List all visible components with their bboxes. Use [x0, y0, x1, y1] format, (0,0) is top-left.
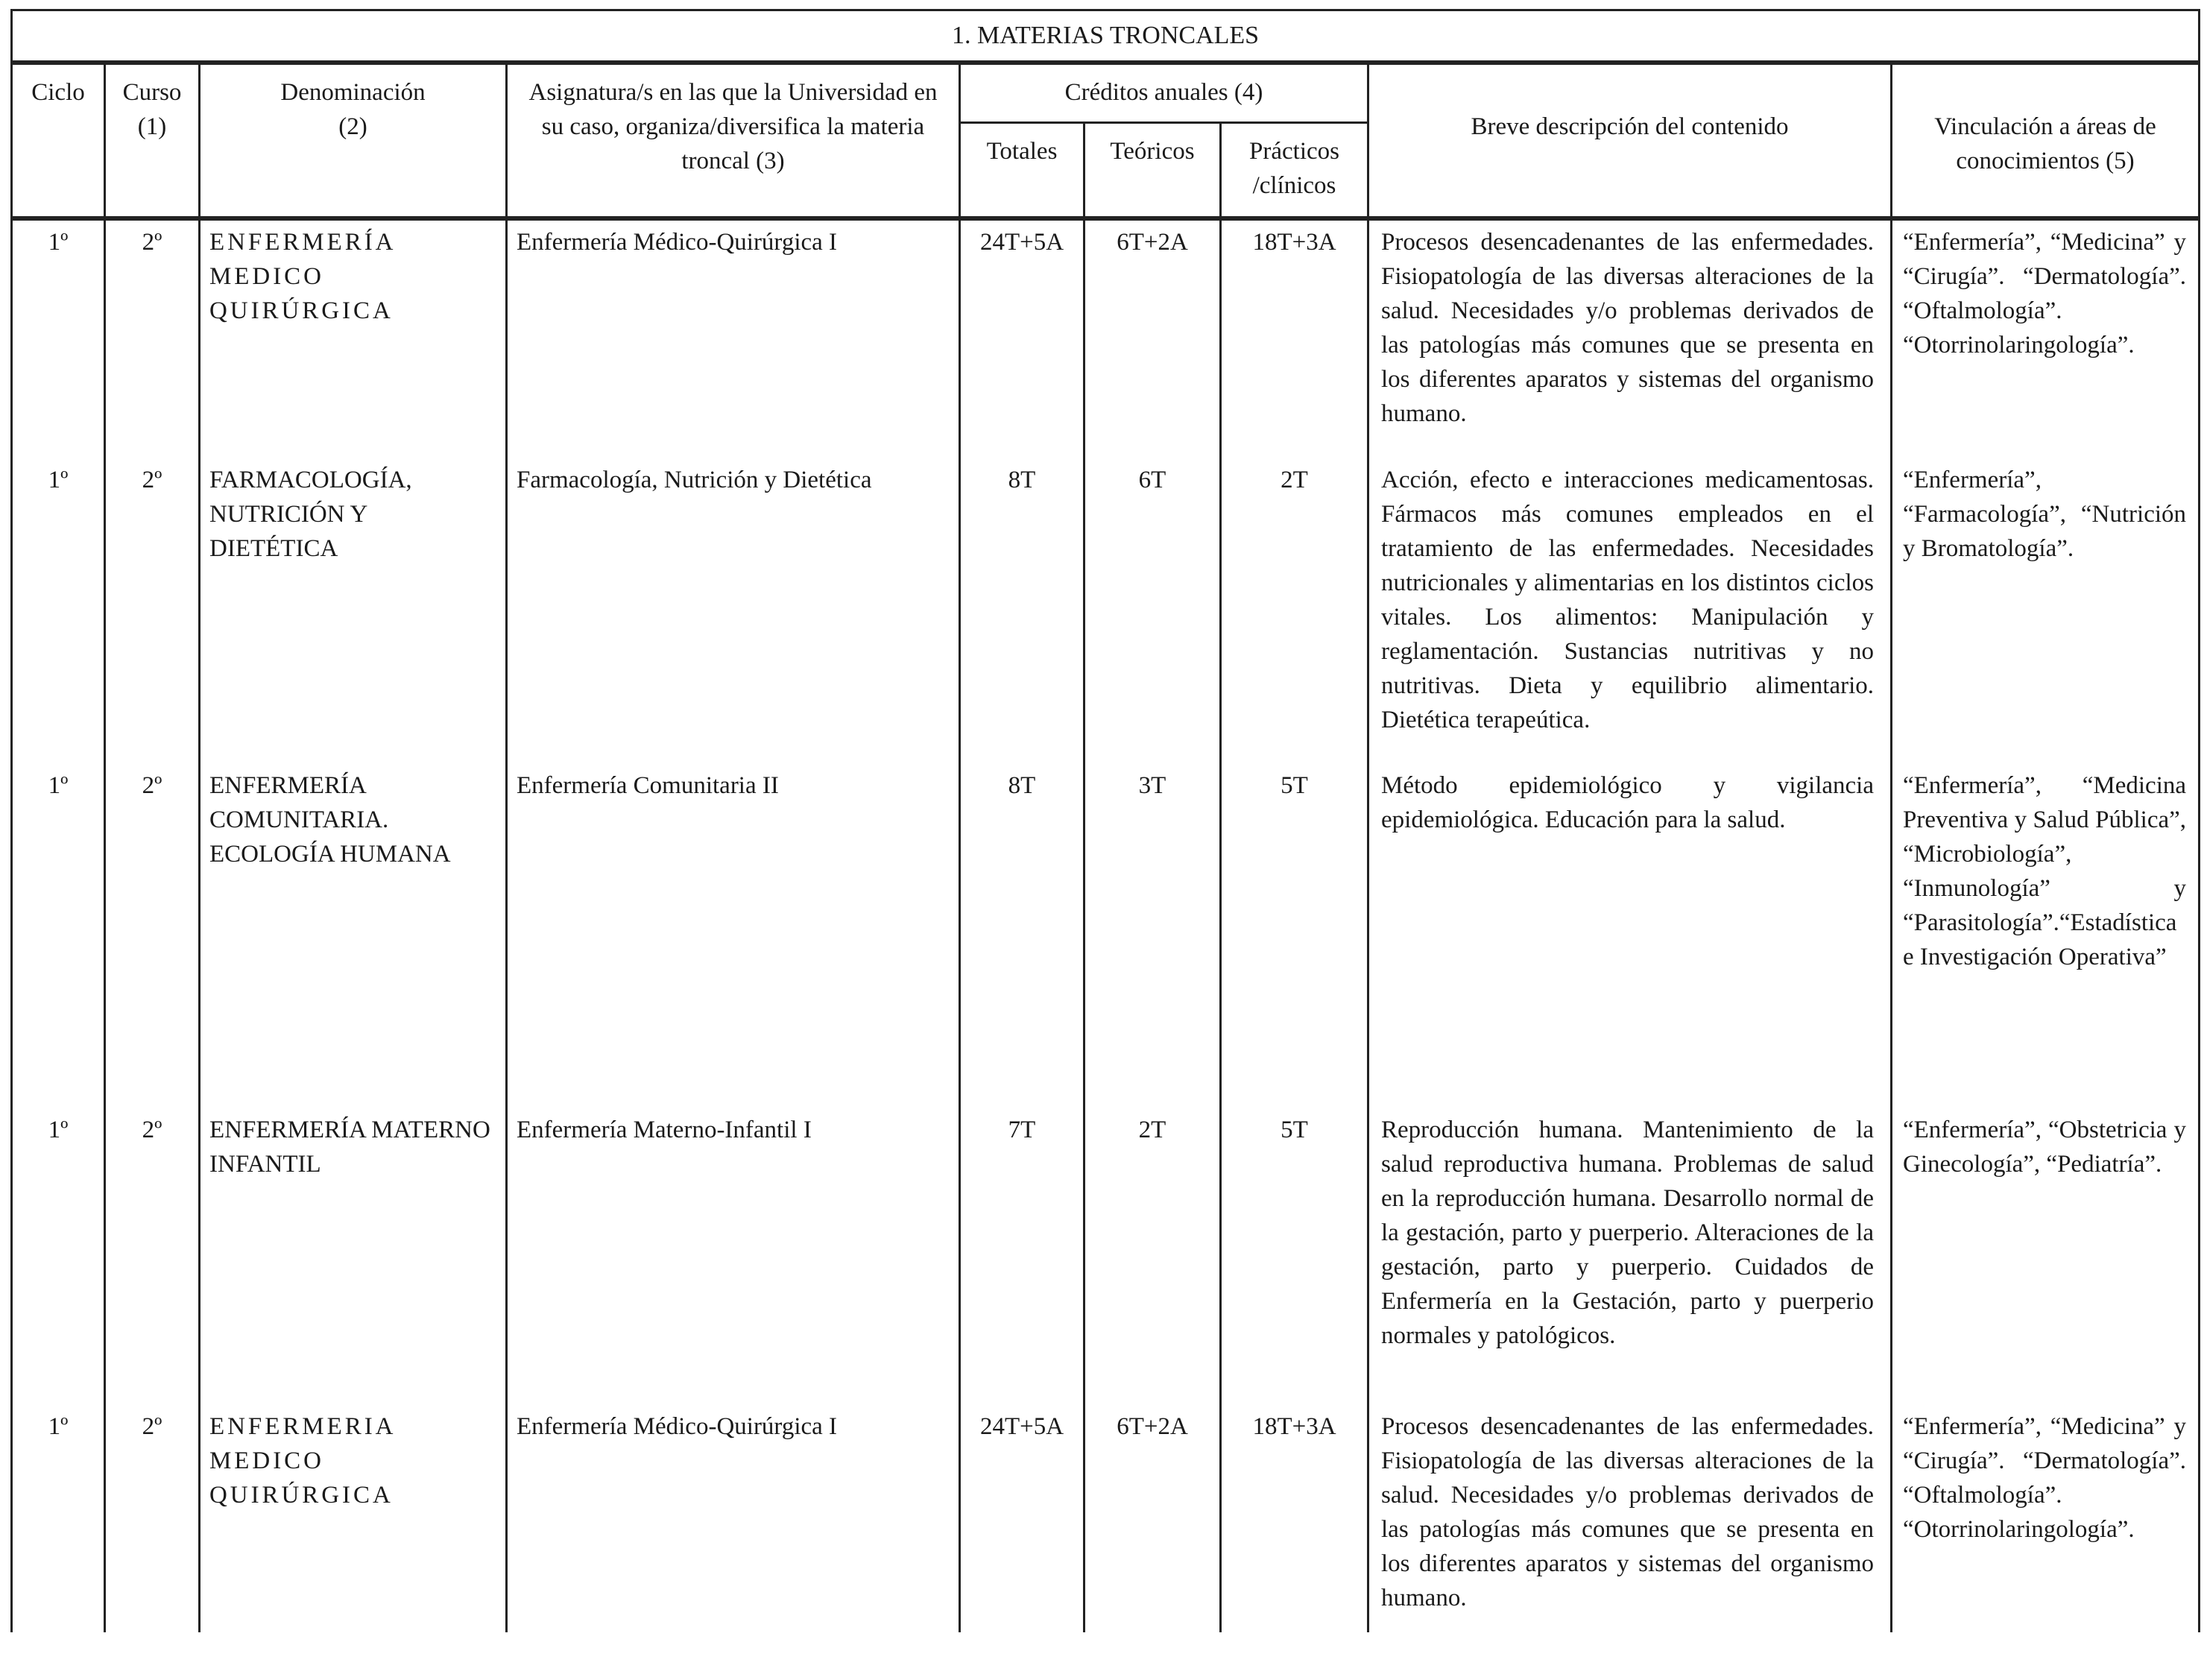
header-curso-label: Curso	[122, 79, 182, 106]
cell-teoricos: 6T	[1084, 458, 1221, 764]
cell-ciclo: 1º	[12, 1405, 105, 1632]
cell-descripcion: Método epidemiológico y vigilancia epidemiológica. Educación para la salud.	[1368, 764, 1892, 1108]
header-totales: Totales	[960, 123, 1084, 219]
cell-asignatura: Enfermería Materno-Infantil I	[507, 1108, 960, 1405]
cell-curso: 2º	[105, 218, 200, 458]
table-row	[12, 458, 2200, 764]
cell-asignatura: Enfermería Médico-Quirúrgica I	[507, 1405, 960, 1632]
cell-denominacion: ENFERMERIA MEDICO QUIRÚRGICA	[200, 1405, 507, 1632]
cell-curso: 2º	[105, 458, 200, 764]
header-denominacion	[200, 63, 507, 218]
cell-totales: 8T	[960, 458, 1084, 764]
table-row	[12, 218, 2200, 458]
cell-totales: 24T+5A	[960, 218, 1084, 458]
header-vinculacion: Vinculación a áreas de conocimientos (5)	[1892, 63, 2200, 218]
cell-teoricos: 6T+2A	[1084, 218, 1221, 458]
cell-denominacion: FARMACOLOGÍA, NUTRICIÓN Y DIETÉTICA	[200, 458, 507, 764]
cell-asignatura: Farmacología, Nutrición y Dietética	[507, 458, 960, 764]
cell-practicos: 5T	[1221, 1108, 1368, 1405]
table-title: 1. MATERIAS TRONCALES	[12, 10, 2200, 63]
header-ciclo: Ciclo	[12, 63, 105, 218]
table-row	[12, 1405, 2200, 1632]
materias-table	[10, 9, 2200, 1632]
cell-vinculacion: “Enfermería”, “Obstetricia y Ginecología”, “Pediatría”.	[1892, 1108, 2200, 1405]
cell-vinculacion: “Enfermería”, “Medicina” y “Cirugía”. “Dermatología”. “Oftalmología”. “Otorrinolaringología”.	[1892, 1405, 2200, 1632]
cell-teoricos: 2T	[1084, 1108, 1221, 1405]
cell-asignatura: Enfermería Comunitaria II	[507, 764, 960, 1108]
cell-practicos: 2T	[1221, 458, 1368, 764]
header-creditos: Créditos anuales (4)	[960, 63, 1368, 123]
cell-ciclo: 1º	[12, 458, 105, 764]
cell-descripcion: Acción, efecto e interacciones medicamentosas. Fármacos más comunes empleados en el tratamiento de las enfermedades. Necesidades nutricionales y alimentarias en los distintos ciclos vitales. Los alimentos: Manipulación y reglamentación. Sustancias nutritivas y no nutritivas. Dieta y equilibrio alimentario. Dietética terapeútica.	[1368, 458, 1892, 764]
cell-asignatura: Enfermería Médico-Quirúrgica I	[507, 218, 960, 458]
cell-totales: 7T	[960, 1108, 1084, 1405]
cell-ciclo: 1º	[12, 764, 105, 1108]
cell-practicos: 18T+3A	[1221, 1405, 1368, 1632]
cell-descripcion: Procesos desencadenantes de las enfermedades. Fisiopatología de las diversas alteraciones de la salud. Necesidades y/o problemas derivados de las patologías más comunes que se presenta en los diferentes aparatos y sistemas del organismo humano.	[1368, 1405, 1892, 1632]
table-row	[12, 1108, 2200, 1405]
cell-denominacion: ENFERMERÍA COMUNITARIA. ECOLOGÍA HUMANA	[200, 764, 507, 1108]
cell-ciclo: 1º	[12, 1108, 105, 1405]
header-asignatura: Asignatura/s en las que la Universidad en su caso, organiza/diversifica la materia troncal (3)	[507, 63, 960, 218]
cell-practicos: 18T+3A	[1221, 218, 1368, 458]
cell-curso: 2º	[105, 1108, 200, 1405]
header-teoricos: Teóricos	[1084, 123, 1221, 219]
cell-totales: 8T	[960, 764, 1084, 1108]
cell-descripcion: Procesos desencadenantes de las enfermedades. Fisiopatología de las diversas alteraciones de la salud. Necesidades y/o problemas derivados de las patologías más comunes que se presenta en los diferentes aparatos y sistemas del organismo humano.	[1368, 218, 1892, 458]
cell-vinculacion: “Enfermería”, “Farmacología”, “Nutrición y Bromatología”.	[1892, 458, 2200, 764]
cell-ciclo: 1º	[12, 218, 105, 458]
cell-vinculacion: “Enfermería”, “Medicina” y “Cirugía”. “Dermatología”. “Oftalmología”. “Otorrinolaringología”.	[1892, 218, 2200, 458]
cell-totales: 24T+5A	[960, 1405, 1084, 1632]
header-curso-note: (1)	[137, 113, 167, 140]
cell-curso: 2º	[105, 1405, 200, 1632]
cell-teoricos: 3T	[1084, 764, 1221, 1108]
cell-practicos: 5T	[1221, 764, 1368, 1108]
cell-denominacion: ENFERMERÍA MATERNO INFANTIL	[200, 1108, 507, 1405]
header-denominacion-label: Denominación	[280, 79, 426, 106]
cell-denominacion: ENFERMERÍA MEDICO QUIRÚRGICA	[200, 218, 507, 458]
materias-troncales-sheet	[10, 9, 2198, 1634]
cell-curso: 2º	[105, 764, 200, 1108]
header-curso	[105, 63, 200, 218]
header-descripcion: Breve descripción del contenido	[1368, 63, 1892, 218]
header-denominacion-note: (2)	[338, 113, 367, 140]
cell-vinculacion: “Enfermería”, “Medicina Preventiva y Salud Pública”, “Microbiología”, “Inmunología” y “Parasitología”.“Estadística e Investigación Operativa”	[1892, 764, 2200, 1108]
cell-descripcion: Reproducción humana. Mantenimiento de la salud reproductiva humana. Problemas de salud en la reproducción humana. Desarrollo normal de la gestación, parto y puerperio. Alteraciones de la gestación, parto y puerperio. Cuidados de Enfermería en la Gestación, parto y puerperio normales y patológicos.	[1368, 1108, 1892, 1405]
cell-teoricos: 6T+2A	[1084, 1405, 1221, 1632]
header-practicos: Prácticos /clínicos	[1221, 123, 1368, 219]
table-row	[12, 764, 2200, 1108]
